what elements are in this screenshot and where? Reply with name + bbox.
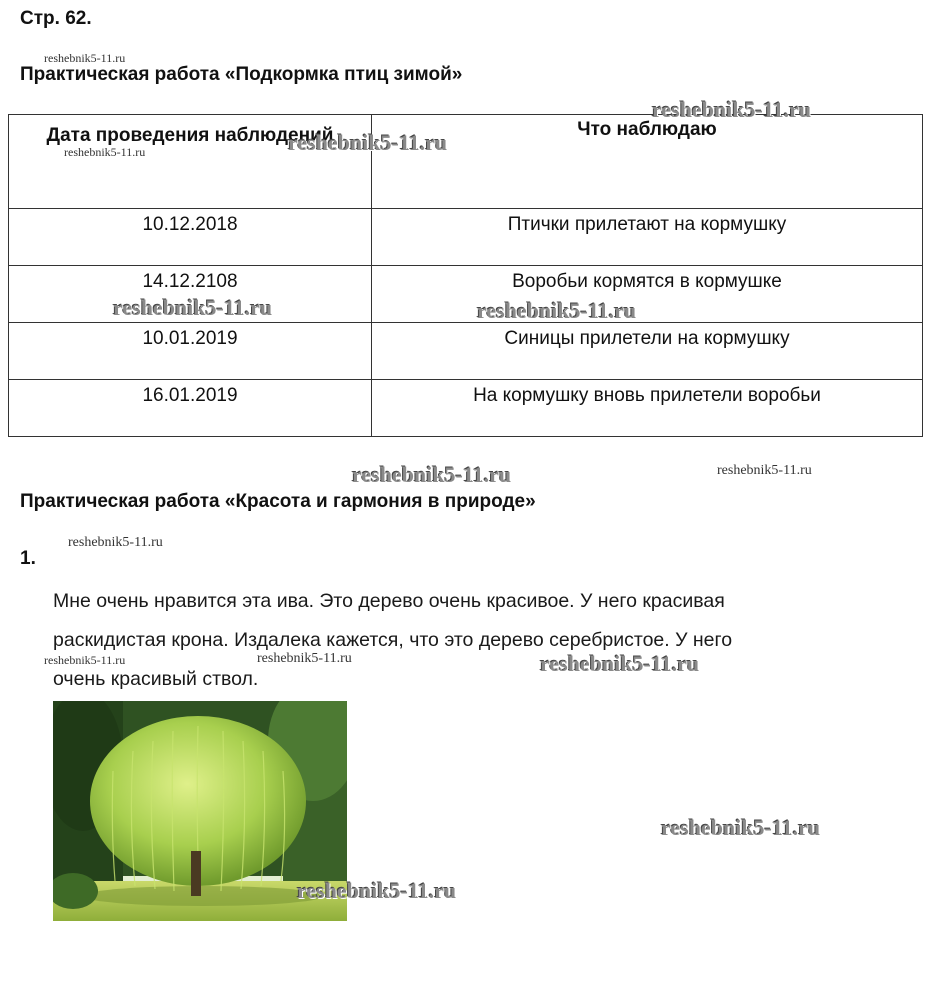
- table-row: [9, 209, 923, 266]
- paragraph-line: Мне очень нравится эта ива. Это дерево очень красивое. У него красивая: [53, 590, 725, 612]
- watermark: reshebnik5-11.ru: [477, 298, 637, 323]
- table-row: [9, 380, 923, 437]
- paragraph-line: раскидистая крона. Издалека кажется, что это дерево серебристое. У него: [53, 629, 733, 651]
- watermark: reshebnik5-11.ru: [297, 878, 457, 903]
- watermark: reshebnik5-11.ru: [68, 535, 163, 550]
- watermark: reshebnik5-11.ru: [652, 97, 812, 122]
- table-header-row: [9, 115, 923, 209]
- cell-date: 10.01.2019: [9, 323, 372, 380]
- cell-observation: Синицы прилетели на кормушку: [372, 323, 923, 380]
- paragraph-line: очень красивый ствол.: [53, 668, 259, 690]
- watermark: reshebnik5-11.ru: [44, 51, 126, 65]
- cell-observation: Птички прилетают на кормушку: [372, 209, 923, 266]
- watermark: reshebnik5-11.ru: [352, 462, 512, 487]
- watermark: reshebnik5-11.ru: [661, 815, 821, 840]
- watermark: reshebnik5-11.ru: [540, 651, 700, 676]
- cell-date: 16.01.2019: [9, 380, 372, 437]
- watermark: reshebnik5-11.ru: [717, 463, 812, 478]
- watermark: reshebnik5-11.ru: [64, 145, 146, 159]
- cell-observation: Воробьи кормятся в кормушке: [372, 266, 923, 323]
- willow-tree-image: [53, 701, 347, 921]
- section-title-bird-feeding: Практическая работа «Подкормка птиц зимой»: [20, 64, 463, 85]
- cell-date: 10.12.2018: [9, 209, 372, 266]
- table-row: [9, 266, 923, 323]
- cell-observation: На кормушку вновь прилетели воробьи: [372, 380, 923, 437]
- watermark: reshebnik5-11.ru: [288, 130, 448, 155]
- section-title-beauty-nature: Практическая работа «Красота и гармония в природе»: [20, 491, 536, 512]
- table-row: [9, 323, 923, 380]
- observation-table: [8, 114, 923, 437]
- watermark: reshebnik5-11.ru: [113, 295, 273, 320]
- header-date: [9, 115, 372, 209]
- header-observation: Что наблюдаю: [372, 115, 923, 209]
- cell-date: 14.12.2108: [9, 266, 372, 323]
- page-number: Стр. 62.: [20, 8, 92, 29]
- answer-paragraph: [53, 582, 913, 699]
- willow-tree-illustration: [53, 701, 347, 921]
- watermark: reshebnik5-11.ru: [44, 653, 126, 667]
- header-date-label: Дата проведения наблюдений: [46, 125, 334, 146]
- watermark: reshebnik5-11.ru: [257, 651, 352, 666]
- task-number: 1.: [20, 548, 36, 569]
